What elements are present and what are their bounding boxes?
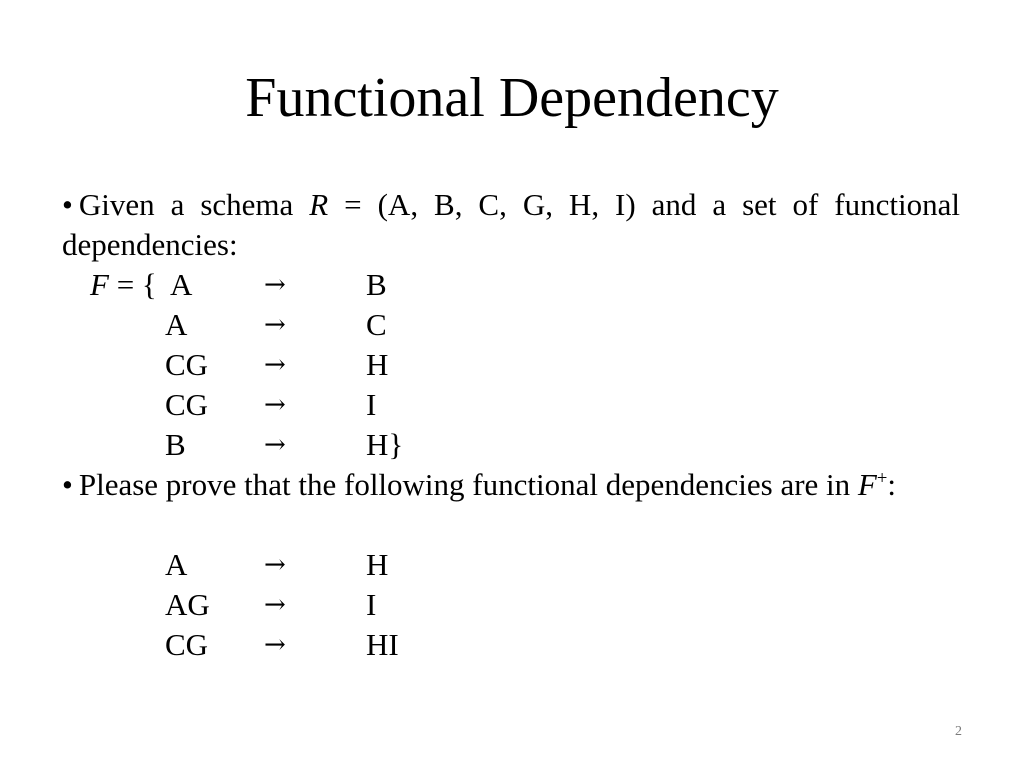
fd-lhs: AG — [165, 587, 210, 622]
fd-rhs: H — [366, 547, 389, 582]
slide-title: Functional Dependency — [245, 67, 779, 129]
fd-lhs: CG — [165, 347, 209, 382]
closure-superscript: + — [876, 467, 888, 489]
fd-row — [0, 625, 1024, 665]
right-arrow-icon: → — [264, 350, 286, 380]
fd-lhs: A — [165, 307, 188, 342]
right-arrow-icon: → — [264, 270, 286, 300]
para1-text-before: Given a schema — [78, 187, 310, 222]
fd-set-symbol: F — [90, 267, 109, 302]
page-number: 2 — [955, 724, 962, 739]
fd-row — [0, 585, 1024, 625]
para2-text-before: Please prove that the following functional dependencies are in — [78, 467, 858, 502]
fd-set-open: = { — [108, 267, 157, 302]
fd-lhs: CG — [165, 387, 209, 422]
right-arrow-icon: → — [264, 590, 286, 620]
bullet-paragraph-prove — [62, 465, 960, 505]
relation-symbol: R — [309, 187, 329, 222]
fd-row — [0, 265, 1024, 305]
fd-row — [0, 545, 1024, 585]
bullet-paragraph-given-schema — [62, 185, 960, 265]
fd-rhs: H — [366, 347, 389, 382]
fd-lhs: A — [165, 547, 188, 582]
fd-row — [0, 305, 1024, 345]
fd-lhs: A — [170, 267, 193, 302]
fd-set-prefix — [90, 265, 157, 305]
para2-text-after: : — [887, 467, 896, 502]
fd-lhs: CG — [165, 627, 209, 662]
fd-rhs: HI — [366, 627, 399, 662]
para1-text-after: = (A, B, C, G, H, I) and a set of functional dependencies: — [62, 187, 960, 262]
fd-lhs: B — [165, 427, 186, 462]
fd-rhs: I — [366, 387, 377, 422]
right-arrow-icon: → — [264, 550, 286, 580]
fd-row — [0, 345, 1024, 385]
closure-symbol: F — [857, 467, 877, 502]
fd-rhs: C — [366, 307, 387, 342]
fd-rhs: I — [366, 587, 377, 622]
right-arrow-icon: → — [264, 390, 286, 420]
right-arrow-icon: → — [264, 310, 286, 340]
fd-row — [0, 425, 1024, 465]
right-arrow-icon: → — [264, 430, 286, 460]
fd-rhs: H} — [366, 427, 404, 462]
fd-row — [0, 385, 1024, 425]
right-arrow-icon: → — [264, 630, 286, 660]
bullet-icon: • — [62, 187, 73, 222]
bullet-icon: • — [62, 467, 73, 502]
fd-rhs: B — [366, 267, 387, 302]
